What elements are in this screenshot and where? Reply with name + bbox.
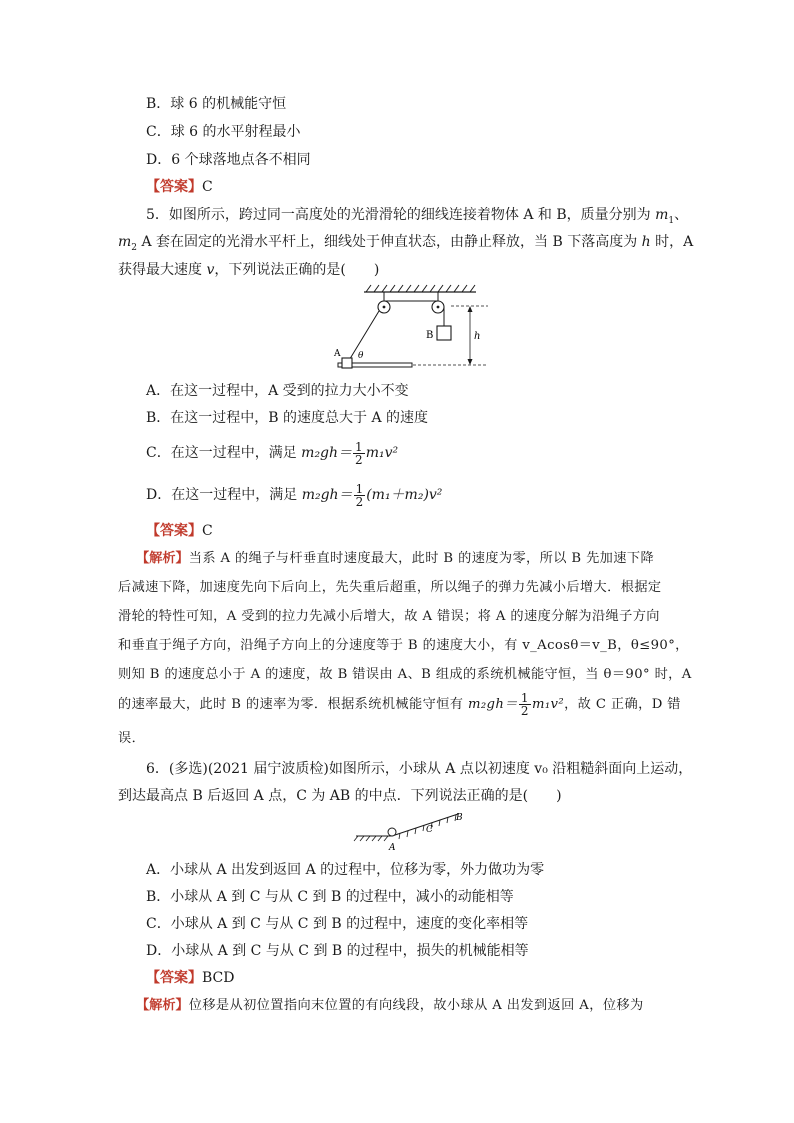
equation-lhs: m₂gh＝ xyxy=(301,487,353,503)
q5-explanation-line7: 误． xyxy=(118,731,146,746)
q5-explanation-line4: 和垂直于绳子方向，沿绳子方向上的分速度等于 B 的速度大小，有 v_Acosθ＝v_B，θ≤90°， xyxy=(118,638,689,653)
label-theta: θ xyxy=(358,351,364,361)
label-c: C xyxy=(426,825,433,835)
mass-symbol: m xyxy=(118,234,132,250)
option-text: D．在这一过程中，满足 xyxy=(146,487,302,503)
q6-option-a: A．小球从 A 出发到返回 A 的过程中，位移为零，外力做功为零 xyxy=(146,862,545,878)
q4-answer xyxy=(146,177,213,197)
answer-value: BCD xyxy=(202,970,235,986)
q5-stem-text: 时，A xyxy=(650,234,694,250)
equation-lhs: m₂gh＝ xyxy=(467,697,518,712)
block-a xyxy=(342,358,352,368)
q5-stem-text: ，下列说法正确的是( ) xyxy=(214,262,380,278)
q5-pulley-figure xyxy=(328,282,498,374)
explanation-text: 的速率最大，此时 B 的速率为零．根据系统机械能守恒有 xyxy=(118,697,468,712)
answer-value: C xyxy=(202,523,213,539)
answer-value: C xyxy=(202,179,213,195)
q5-stem-text: 5．如图所示，跨过同一高度处的光滑滑轮的细线连接着物体 A 和 B，质量分别为 xyxy=(146,207,656,223)
equation-rhs: (m₁＋m₂)v² xyxy=(366,487,443,503)
subscript: 2 xyxy=(131,242,138,253)
ceiling-hatching xyxy=(366,285,475,292)
velocity-symbol: v xyxy=(206,262,215,278)
q5-stem-line3 xyxy=(118,260,379,280)
q4-option-c: C．球 6 的水平射程最小 xyxy=(146,124,301,140)
q6-answer xyxy=(146,968,234,988)
q5-stem-line2 xyxy=(118,232,693,258)
q6-stem-line2: 到达最高点 B 后返回 A 点，C 为 AB 的中点．下列说法正确的是( ) xyxy=(118,788,562,804)
ball-icon xyxy=(388,828,396,836)
explanation-text: ，故 C 正确，D 错 xyxy=(564,697,681,712)
equation-lhs: m₂gh＝ xyxy=(301,445,353,461)
q5-explanation-line2: 后减速下降，加速度先向下后向上，先失重后超重，所以绳子的弹力先减小后增大．根据定 xyxy=(118,580,662,595)
answer-tag: 【答案】 xyxy=(146,179,202,195)
q6-option-b: B．小球从 A 到 C 与从 C 到 B 的过程中，减小的动能相等 xyxy=(146,889,514,905)
label-b: B xyxy=(456,813,463,823)
explanation-text: 位移是从初位置指向末位置的有向线段，故小球从 A 出发到返回 A，位移为 xyxy=(188,998,644,1013)
q5-option-c xyxy=(146,440,398,466)
q6-option-d: D．小球从 A 到 C 与从 C 到 B 的过程中，损失的机械能相等 xyxy=(146,943,529,959)
subscript: 1 xyxy=(668,215,675,226)
q5-stem-text: 、 xyxy=(674,207,689,223)
label-a: A xyxy=(334,349,341,359)
label-a: A xyxy=(389,843,396,853)
q6-incline-figure xyxy=(352,808,472,854)
block-b xyxy=(437,326,451,340)
string-a xyxy=(348,311,379,362)
ground-hatching xyxy=(354,836,388,841)
answer-tag: 【答案】 xyxy=(146,970,202,986)
q5-explanation-line1 xyxy=(136,549,654,569)
option-text: C．在这一过程中，满足 xyxy=(146,445,302,461)
fraction-half: $\frac{1}{2}$ xyxy=(355,439,363,467)
q5-explanation-line3: 滑轮的特性可知，A 受到的拉力先减小后增大，故 A 错误；将 A 的速度分解为沿绳子方向 xyxy=(118,609,660,624)
q6-stem-line1: 6．(多选)(2021 届宁波质检)如图所示，小球从 A 点以初速度 v₀ 沿粗糙斜面向上运动， xyxy=(146,761,693,777)
q5-option-b: B．在这一过程中，B 的速度总大于 A 的速度 xyxy=(146,410,429,426)
explanation-text: 当系 A 的绳子与杆垂直时速度最大，此时 B 的速度为零，所以 B 先加速下降 xyxy=(188,551,655,566)
label-b: B xyxy=(426,330,434,341)
label-h: h xyxy=(474,331,481,342)
answer-tag: 【答案】 xyxy=(146,523,202,539)
q5-option-d xyxy=(146,482,442,508)
q5-option-a: A．在这一过程中，A 受到的拉力大小不变 xyxy=(146,383,409,399)
equation-rhs: m₁v² xyxy=(365,445,399,461)
q4-option-b: B．球 6 的机械能守恒 xyxy=(146,96,287,112)
q5-explanation-line6 xyxy=(118,692,681,718)
explanation-tag: 【解析】 xyxy=(136,998,189,1013)
fraction-half: $\frac{1}{2}$ xyxy=(355,481,364,509)
q5-answer xyxy=(146,521,213,541)
explanation-tag: 【解析】 xyxy=(136,551,189,566)
mass-symbol: m xyxy=(655,207,669,223)
q5-stem-line1 xyxy=(146,205,688,231)
equation-rhs: m₁v² xyxy=(531,697,565,712)
q5-stem-text: A 套在固定的光滑水平杆上，细线处于伸直状态，由静止释放，当 B 下落高度为 xyxy=(137,234,642,250)
q5-explanation-line5: 则知 B 的速度总小于 A 的速度，故 B 错误由 A、B 组成的系统机械能守恒，当 θ＝90° 时，A xyxy=(118,667,692,682)
q6-option-c: C．小球从 A 到 C 与从 C 到 B 的过程中，速度的变化率相等 xyxy=(146,916,529,932)
q4-option-d: D．6 个球落地点各不相同 xyxy=(146,152,311,168)
fraction-half: $\frac{1}{2}$ xyxy=(520,691,529,718)
q6-explanation-line1 xyxy=(136,996,644,1016)
q5-stem-text: 获得最大速度 xyxy=(118,262,207,278)
height-symbol: h xyxy=(641,234,651,250)
